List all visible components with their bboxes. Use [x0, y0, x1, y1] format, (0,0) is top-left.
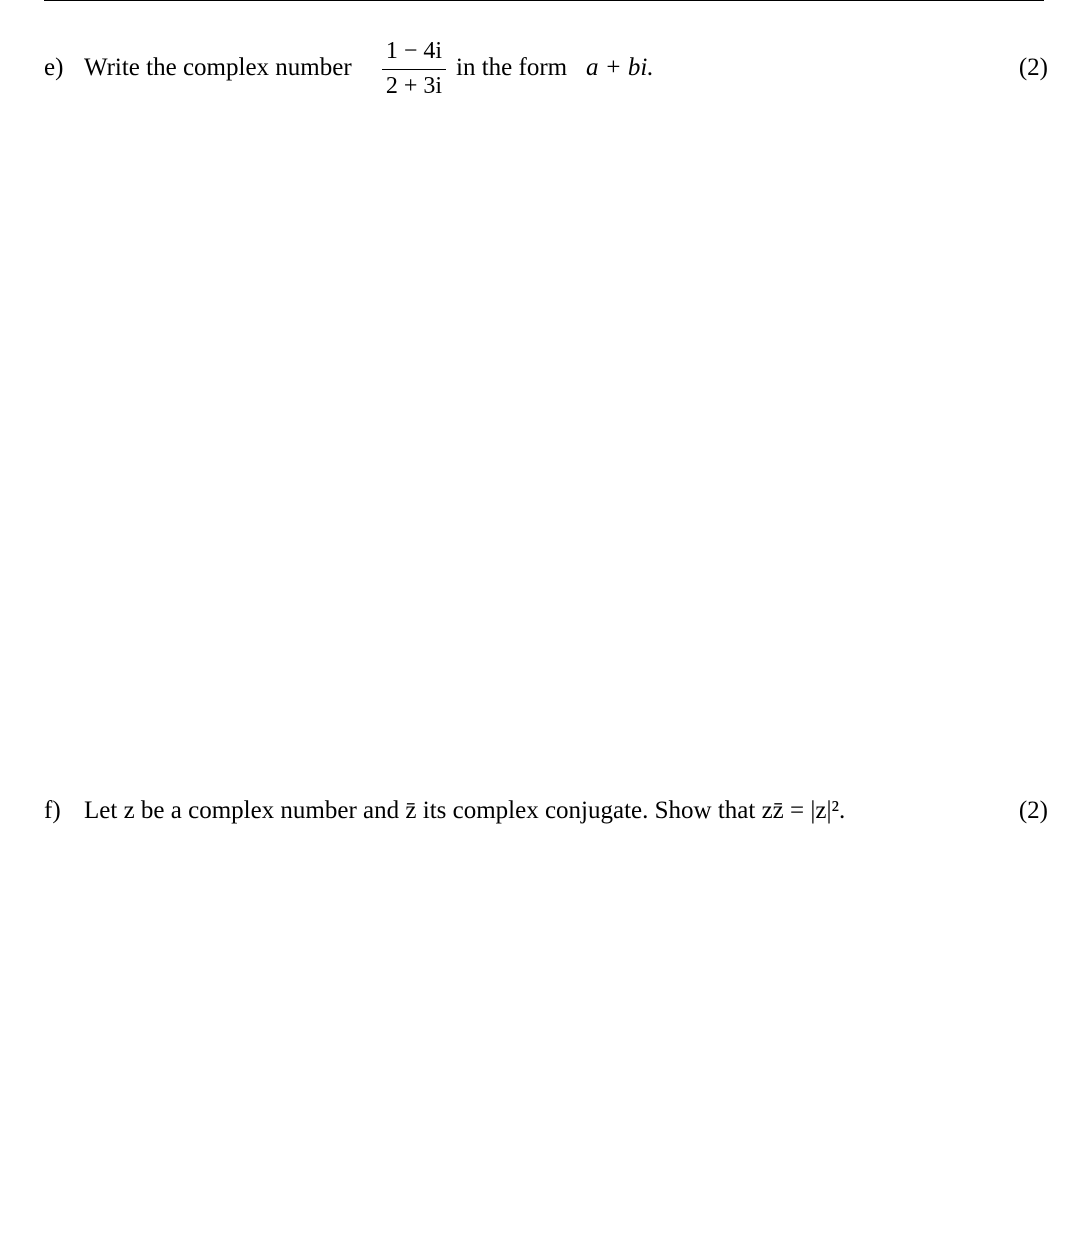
marks-f: (2) — [1018, 797, 1048, 824]
top-divider-rule — [44, 0, 1044, 1]
question-prompt-e: Write the complex number — [84, 54, 352, 81]
question-part-f — [44, 796, 1048, 828]
form-expression: a + bi. — [586, 54, 654, 81]
fraction-denominator: 2 + 3i — [385, 73, 443, 99]
fraction-bar — [382, 69, 446, 70]
question-text-f: Let z be a complex number and z̄ its complex conjugate. Show that zz̄ = |z|². — [84, 797, 846, 824]
question-part-e — [44, 38, 1048, 106]
question-label-f: f) — [44, 797, 61, 824]
complex-fraction — [382, 38, 446, 102]
fraction-numerator: 1 − 4i — [385, 38, 443, 64]
form-text: in the form — [456, 54, 568, 81]
marks-e: (2) — [1018, 54, 1048, 81]
question-label-e: e) — [44, 54, 64, 81]
